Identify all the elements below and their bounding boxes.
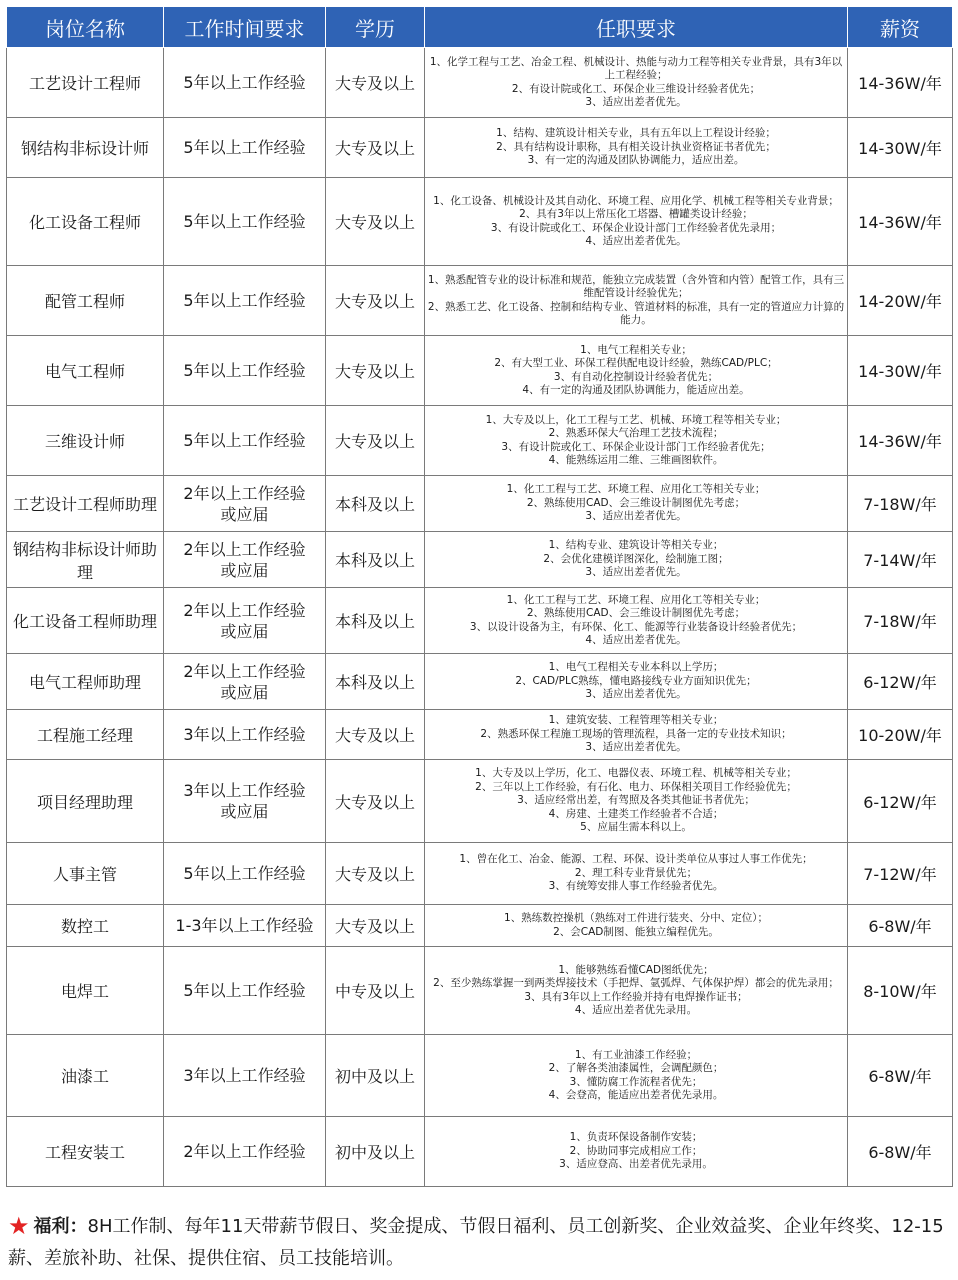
requirement-line: 2、熟悉环保大气治理工艺技术流程； bbox=[548, 427, 724, 439]
requirement-line: 3、适应登高、出差者优先录用。 bbox=[559, 1158, 713, 1171]
salary-cell: 14-30W/年 bbox=[848, 118, 953, 178]
requirement-line: 3、有设计院或化工、环保企业设计部门工作经验者优先； bbox=[501, 440, 771, 453]
position-cell: 电焊工 bbox=[7, 947, 164, 1035]
job-table-body bbox=[7, 48, 953, 1187]
requirement-line: 4、适应出差者优先录用。 bbox=[574, 1004, 698, 1016]
education-cell: 大专及以上 bbox=[326, 178, 425, 266]
requirements-cell bbox=[425, 48, 848, 118]
time-cell bbox=[164, 48, 326, 118]
requirement-line: 3、懂防腐工作流程者优先； bbox=[569, 1075, 703, 1088]
requirements-cell bbox=[425, 710, 848, 760]
requirement-line: 2、熟练使用CAD、会三维设计制图优先考虑； bbox=[526, 496, 746, 509]
salary-cell: 6-8W/年 bbox=[848, 1117, 953, 1187]
salary-cell: 10-20W/年 bbox=[848, 710, 953, 760]
salary-cell: 7-18W/年 bbox=[848, 476, 953, 532]
requirement-line: 3、具有3年以上工作经验并持有电焊操作证书； bbox=[524, 990, 748, 1003]
requirements-cell bbox=[425, 843, 848, 905]
requirements-cell bbox=[425, 532, 848, 588]
table-row bbox=[7, 588, 953, 654]
time-cell bbox=[164, 476, 326, 532]
time-cell bbox=[164, 654, 326, 710]
requirement-line: 1、结构、建筑设计相关专业，具有五年以上工程设计经验； bbox=[496, 127, 776, 140]
requirement-line: 5、应届生需本科以上。 bbox=[580, 821, 692, 834]
position-cell: 电气工程师 bbox=[7, 336, 164, 406]
requirements-cell bbox=[425, 406, 848, 476]
education-cell: 大专及以上 bbox=[326, 905, 425, 947]
requirement-line: 2、有大型工业、环保工程供配电设计经验，熟练CAD/PLC； bbox=[494, 357, 778, 369]
table-row bbox=[7, 760, 953, 843]
table-row bbox=[7, 178, 953, 266]
requirement-line: 3、有一定的沟通及团队协调能力，适应出差。 bbox=[527, 154, 745, 167]
time-cell bbox=[164, 710, 326, 760]
position-cell: 三维设计师 bbox=[7, 406, 164, 476]
education-cell: 大专及以上 bbox=[326, 843, 425, 905]
salary-cell: 6-12W/年 bbox=[848, 654, 953, 710]
requirement-line: 3、适应出差者优先。 bbox=[585, 688, 687, 701]
table-row bbox=[7, 1035, 953, 1117]
requirement-line: 3、以设计设备为主，有环保、化工、能源等行业装备设计经验者优先； bbox=[469, 620, 803, 633]
requirements-cell bbox=[425, 1117, 848, 1187]
table-row bbox=[7, 654, 953, 710]
requirement-line: 4、房建、土建类工作经验者不合适； bbox=[548, 807, 724, 820]
education-cell: 大专及以上 bbox=[326, 118, 425, 178]
education-cell: 大专及以上 bbox=[326, 710, 425, 760]
header-salary: 薪资 bbox=[848, 7, 953, 48]
time-line: 3年以上工作经验 bbox=[183, 725, 306, 744]
requirement-line: 1、熟练数控操机（熟练对工件进行装夹、分中、定位）； bbox=[504, 912, 768, 924]
time-cell bbox=[164, 843, 326, 905]
time-cell bbox=[164, 588, 326, 654]
salary-cell: 7-12W/年 bbox=[848, 843, 953, 905]
time-cell bbox=[164, 266, 326, 336]
requirements-cell bbox=[425, 947, 848, 1035]
salary-cell: 14-36W/年 bbox=[848, 406, 953, 476]
time-line: 5年以上工作经验 bbox=[183, 138, 306, 157]
education-cell: 大专及以上 bbox=[326, 48, 425, 118]
salary-cell: 6-8W/年 bbox=[848, 905, 953, 947]
requirement-line: 1、熟悉配管专业的设计标准和规范，能独立完成装置（含外管和内管）配管工作，具有三维配管设计经验优先； bbox=[427, 273, 845, 299]
requirement-line: 3、适应出差者优先。 bbox=[585, 741, 687, 754]
education-cell: 本科及以上 bbox=[326, 532, 425, 588]
requirement-line: 1、化工工程与工艺、环境工程、应用化工等相关专业； bbox=[506, 593, 766, 606]
table-row bbox=[7, 266, 953, 336]
requirement-line: 2、具有结构设计职称，具有相关设计执业资格证书者优先； bbox=[496, 140, 776, 153]
header-requirements: 任职要求 bbox=[425, 7, 848, 48]
benefits-section bbox=[8, 1210, 953, 1275]
time-line: 5年以上工作经验 bbox=[183, 212, 306, 231]
time-cell bbox=[164, 532, 326, 588]
time-line: 2年以上工作经验 bbox=[183, 483, 306, 503]
time-cell bbox=[164, 336, 326, 406]
education-cell: 本科及以上 bbox=[326, 476, 425, 532]
table-row bbox=[7, 710, 953, 760]
time-cell bbox=[164, 406, 326, 476]
time-cell bbox=[164, 1035, 326, 1117]
education-cell: 大专及以上 bbox=[326, 760, 425, 843]
requirement-line: 1、化工设备、机械设计及其自动化、环境工程、应用化学、机械工程等相关专业背景； bbox=[433, 194, 839, 207]
header-position: 岗位名称 bbox=[7, 7, 164, 48]
requirements-cell bbox=[425, 1035, 848, 1117]
position-cell: 人事主管 bbox=[7, 843, 164, 905]
requirement-line: 2、熟悉环保工程施工现场的管理流程，具备一定的专业技术知识； bbox=[480, 727, 792, 740]
position-cell: 化工设备工程师助理 bbox=[7, 588, 164, 654]
requirements-cell bbox=[425, 266, 848, 336]
position-cell: 电气工程师助理 bbox=[7, 654, 164, 710]
requirement-line: 3、适应出差者优先。 bbox=[585, 96, 687, 108]
time-cell bbox=[164, 947, 326, 1035]
requirement-line: 3、有自动化控制设计经验者优先； bbox=[553, 370, 719, 383]
requirements-cell bbox=[425, 654, 848, 710]
time-line: 或应届 bbox=[220, 802, 269, 821]
time-line: 2年以上工作经验 bbox=[183, 600, 306, 620]
position-cell: 钢结构非标设计师 bbox=[7, 118, 164, 178]
education-cell: 本科及以上 bbox=[326, 588, 425, 654]
requirement-line: 1、电气工程相关专业本科以上学历； bbox=[548, 661, 724, 674]
requirements-cell bbox=[425, 905, 848, 947]
requirement-line: 4、能熟练运用二维、三维画图软件。 bbox=[548, 454, 724, 466]
requirement-line: 2、CAD/PLC熟练，懂电路接线专业方面知识优先； bbox=[515, 674, 757, 687]
time-line: 2年以上工作经验 bbox=[183, 661, 306, 681]
salary-cell: 8-10W/年 bbox=[848, 947, 953, 1035]
time-line: 2年以上工作经验 bbox=[183, 1142, 306, 1161]
requirement-line: 2、至少熟练掌握一到两类焊接技术（手把焊、氩弧焊、气体保护焊）都会的优先录用； bbox=[433, 977, 839, 989]
requirements-cell bbox=[425, 476, 848, 532]
education-cell: 本科及以上 bbox=[326, 654, 425, 710]
requirement-line: 2、具有3年以上常压化工塔器、槽罐类设计经验； bbox=[519, 208, 753, 220]
education-cell: 初中及以上 bbox=[326, 1117, 425, 1187]
table-row bbox=[7, 947, 953, 1035]
requirement-line: 1、能够熟练看懂CAD图纸优先； bbox=[558, 963, 714, 976]
requirement-line: 4、有一定的沟通及团队协调能力，能适应出差。 bbox=[522, 384, 750, 396]
table-row bbox=[7, 905, 953, 947]
time-line: 2年以上工作经验 bbox=[183, 539, 306, 559]
position-cell: 工艺设计工程师 bbox=[7, 48, 164, 118]
time-line: 或应届 bbox=[220, 504, 269, 524]
benefits-text: 8H工作制、每年11天带薪节假日、奖金提成、节假日福利、员工创新奖、企业效益奖、企业年终奖、12-15薪、差旅补助、社保、提供住宿、员工技能培训。 bbox=[8, 1216, 944, 1269]
requirement-line: 3、适应经常出差，有驾照及各类其他证书者优先； bbox=[517, 794, 755, 807]
education-cell: 初中及以上 bbox=[326, 1035, 425, 1117]
header-time: 工作时间要求 bbox=[164, 7, 326, 48]
time-cell bbox=[164, 118, 326, 178]
requirement-line: 2、会CAD制图、能独立编程优先。 bbox=[553, 925, 719, 938]
header-education: 学历 bbox=[326, 7, 425, 48]
table-row bbox=[7, 476, 953, 532]
time-line: 5年以上工作经验 bbox=[183, 73, 306, 92]
table-row bbox=[7, 843, 953, 905]
requirement-line: 1、结构专业、建筑设计等相关专业； bbox=[548, 539, 724, 552]
time-line: 1-3年以上工作经验 bbox=[175, 916, 314, 935]
salary-cell: 7-14W/年 bbox=[848, 532, 953, 588]
time-line: 或应届 bbox=[220, 621, 269, 641]
table-row bbox=[7, 1117, 953, 1187]
education-cell: 大专及以上 bbox=[326, 406, 425, 476]
requirement-line: 4、适应出差者优先。 bbox=[585, 235, 687, 247]
requirement-line: 1、化工工程与工艺、环境工程、应用化工等相关专业； bbox=[506, 483, 766, 496]
requirement-line: 2、三年以上工作经验，有石化、电力、环保相关项目工作经验优先； bbox=[475, 780, 797, 793]
time-line: 3年以上工作经验 bbox=[183, 781, 306, 800]
time-line: 5年以上工作经验 bbox=[183, 981, 306, 1000]
time-line: 3年以上工作经验 bbox=[183, 1066, 306, 1085]
education-cell: 大专及以上 bbox=[326, 336, 425, 406]
position-cell: 工程施工经理 bbox=[7, 710, 164, 760]
salary-cell: 14-30W/年 bbox=[848, 336, 953, 406]
requirement-line: 2、会优化建模详图深化，绘制施工图； bbox=[543, 552, 729, 565]
salary-cell: 6-8W/年 bbox=[848, 1035, 953, 1117]
time-line: 5年以上工作经验 bbox=[183, 864, 306, 883]
time-cell bbox=[164, 1117, 326, 1187]
table-row bbox=[7, 406, 953, 476]
requirement-line: 1、建筑安装、工程管理等相关专业； bbox=[548, 714, 724, 727]
requirement-line: 2、有设计院或化工、环保企业三维设计经验者优先； bbox=[511, 82, 761, 95]
star-icon: ★ bbox=[8, 1212, 30, 1240]
requirement-line: 3、适应出差者优先。 bbox=[585, 510, 687, 523]
table-row bbox=[7, 532, 953, 588]
requirement-line: 3、适应出差者优先。 bbox=[585, 566, 687, 579]
position-cell: 项目经理助理 bbox=[7, 760, 164, 843]
table-row bbox=[7, 336, 953, 406]
time-cell bbox=[164, 905, 326, 947]
salary-cell: 7-18W/年 bbox=[848, 588, 953, 654]
time-line: 或应届 bbox=[220, 560, 269, 580]
time-cell bbox=[164, 178, 326, 266]
salary-cell: 14-20W/年 bbox=[848, 266, 953, 336]
requirement-line: 2、了解各类油漆属性，会调配颜色； bbox=[548, 1062, 724, 1074]
requirements-cell bbox=[425, 588, 848, 654]
requirement-line: 2、熟练使用CAD、会三维设计制图优先考虑； bbox=[526, 607, 746, 619]
requirement-line: 2、协助同事完成相应工作； bbox=[569, 1144, 703, 1157]
requirement-line: 1、电气工程相关专业； bbox=[580, 343, 692, 356]
requirement-line: 1、曾在化工、冶金、能源、工程、环保、设计类单位从事过人事工作优先； bbox=[459, 853, 813, 866]
position-cell: 配管工程师 bbox=[7, 266, 164, 336]
time-line: 5年以上工作经验 bbox=[183, 291, 306, 310]
requirements-cell bbox=[425, 760, 848, 843]
salary-cell: 14-36W/年 bbox=[848, 48, 953, 118]
requirement-line: 1、大专及以上学历，化工、电器仪表、环境工程、机械等相关专业； bbox=[475, 767, 797, 780]
requirement-line: 2、理工科专业背景优先； bbox=[574, 866, 698, 879]
requirements-cell bbox=[425, 336, 848, 406]
time-line: 5年以上工作经验 bbox=[183, 361, 306, 380]
table-row bbox=[7, 118, 953, 178]
requirement-line: 2、熟悉工艺、化工设备、控制和结构专业、管道材料的标准，具有一定的管道应力计算的能力。 bbox=[427, 300, 845, 326]
table-header-row bbox=[7, 7, 953, 48]
time-cell bbox=[164, 760, 326, 843]
requirement-line: 1、化学工程与工艺、冶金工程、机械设计、热能与动力工程等相关专业背景，具有3年以上工程经验； bbox=[429, 55, 843, 81]
requirement-line: 4、会登高，能适应出差者优先录用。 bbox=[548, 1089, 724, 1101]
position-cell: 钢结构非标设计师助理 bbox=[7, 532, 164, 588]
requirement-line: 1、大专及以上，化工工程与工艺、机械、环境工程等相关专业； bbox=[485, 413, 787, 426]
position-cell: 工程安装工 bbox=[7, 1117, 164, 1187]
requirement-line: 3、有统筹安排人事工作经验者优先。 bbox=[548, 880, 724, 893]
job-table bbox=[6, 6, 953, 1187]
position-cell: 工艺设计工程师助理 bbox=[7, 476, 164, 532]
position-cell: 化工设备工程师 bbox=[7, 178, 164, 266]
position-cell: 油漆工 bbox=[7, 1035, 164, 1117]
salary-cell: 6-12W/年 bbox=[848, 760, 953, 843]
table-row bbox=[7, 48, 953, 118]
requirement-line: 1、有工业油漆工作经验； bbox=[574, 1048, 698, 1061]
salary-cell: 14-36W/年 bbox=[848, 178, 953, 266]
benefits-label: 福利： bbox=[33, 1216, 88, 1237]
requirements-cell bbox=[425, 178, 848, 266]
position-cell: 数控工 bbox=[7, 905, 164, 947]
time-line: 或应届 bbox=[220, 682, 269, 702]
education-cell: 大专及以上 bbox=[326, 266, 425, 336]
requirement-line: 1、负责环保设备制作安装； bbox=[569, 1131, 703, 1144]
education-cell: 中专及以上 bbox=[326, 947, 425, 1035]
requirements-cell bbox=[425, 118, 848, 178]
requirement-line: 3、有设计院或化工、环保企业设计部门工作经验者优先录用； bbox=[490, 221, 782, 234]
requirement-line: 4、适应出差者优先。 bbox=[585, 634, 687, 646]
time-line: 5年以上工作经验 bbox=[183, 431, 306, 450]
